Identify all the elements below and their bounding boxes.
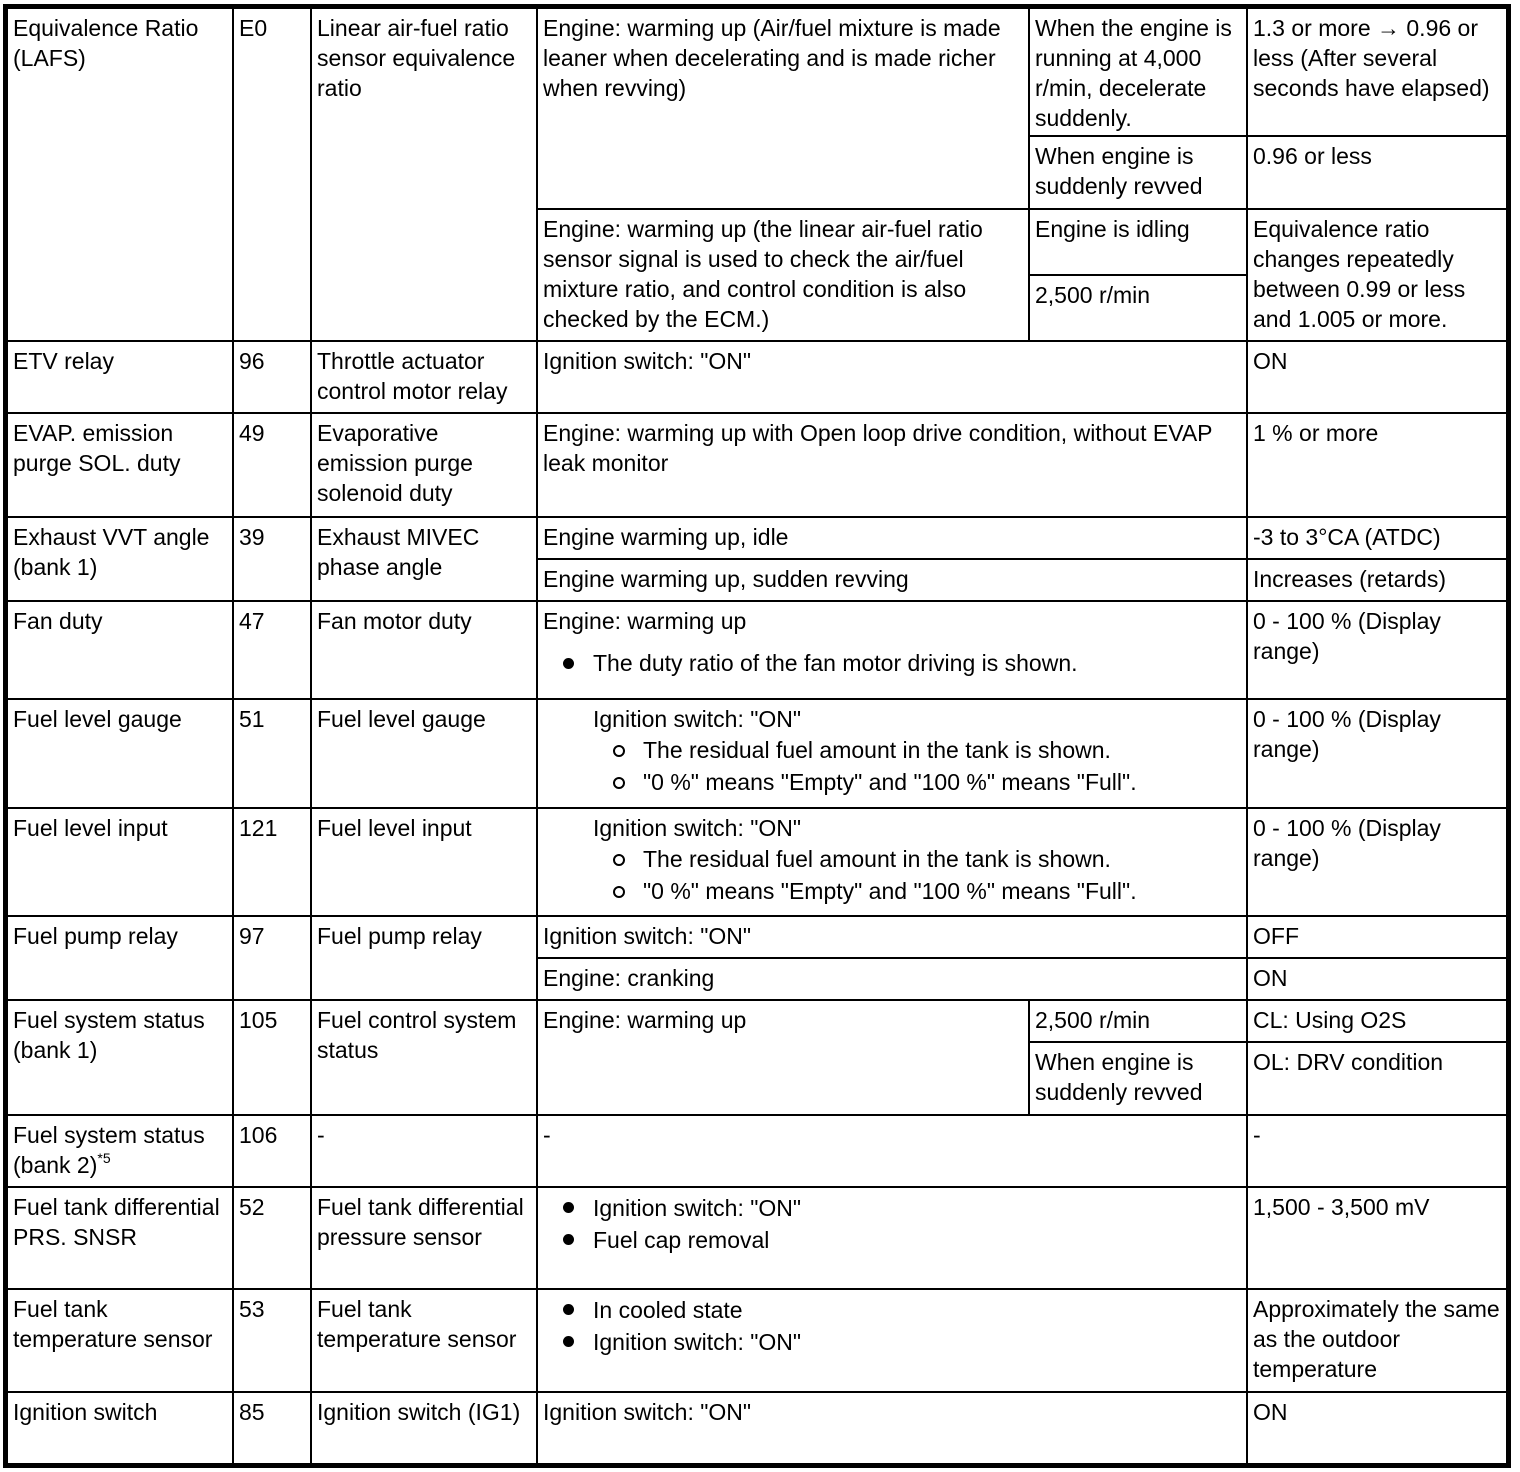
sub-condition-cell: Engine is idling xyxy=(1029,209,1247,275)
item-cell: Fuel system status (bank 1) xyxy=(7,1000,233,1114)
bullet-item: The duty ratio of the fan motor driving is shown. xyxy=(543,648,1241,678)
item-cell: Exhaust VVT angle (bank 1) xyxy=(7,517,233,601)
item-name-cell: Fuel level input xyxy=(311,808,537,916)
table-row xyxy=(7,1289,1507,1391)
table-row xyxy=(7,1115,1507,1187)
condition-cell: - xyxy=(537,1115,1247,1187)
item-name-cell: Fuel tank differential pressure sensor xyxy=(311,1187,537,1289)
item-name-cell: Evaporative emission purge solenoid duty xyxy=(311,413,537,516)
condition-cell: Engine: warming up (Air/fuel mixture is made leaner when decelerating and is made richer when revving) xyxy=(537,8,1029,209)
sub-bullet-item: The residual fuel amount in the tank is shown. xyxy=(543,843,1241,875)
condition-cell: Engine warming up, idle xyxy=(537,517,1247,559)
bullet-item: In cooled state xyxy=(543,1294,1241,1326)
item-cell: ETV relay xyxy=(7,341,233,413)
bullet-item: Fuel cap removal xyxy=(543,1224,1241,1256)
normal-value-cell: Equivalence ratio changes repeatedly between 0.99 or less and 1.005 or more. xyxy=(1247,209,1507,341)
sub-bullet-item: "0 %" means "Empty" and "100 %" means "Full". xyxy=(543,766,1241,798)
table-row xyxy=(7,341,1507,413)
item-name-cell: Linear air-fuel ratio sensor equivalence ratio xyxy=(311,8,537,341)
item-no-cell: E0 xyxy=(233,8,311,341)
item-name-cell: Throttle actuator control motor relay xyxy=(311,341,537,413)
bullet-item: Ignition switch: "ON" xyxy=(543,1326,1241,1358)
table-row xyxy=(7,1187,1507,1289)
condition-cell xyxy=(537,1187,1247,1289)
item-cell: Ignition switch xyxy=(7,1392,233,1464)
table-row xyxy=(7,699,1507,807)
item-no-cell: 39 xyxy=(233,517,311,601)
item-cell: Equivalence Ratio (LAFS) xyxy=(7,8,233,341)
item-cell: Fuel level gauge xyxy=(7,699,233,807)
table-row xyxy=(7,1392,1507,1464)
item-cell: Fuel pump relay xyxy=(7,916,233,1000)
sub-bullet-item: The residual fuel amount in the tank is shown. xyxy=(543,734,1241,766)
condition-text: Engine: warming up xyxy=(543,607,747,634)
normal-value-cell: 0.96 or less xyxy=(1247,136,1507,208)
normal-value-cell: 1 % or more xyxy=(1247,413,1507,516)
table-row xyxy=(7,413,1507,516)
condition-cell: Engine: warming up with Open loop drive condition, without EVAP leak monitor xyxy=(537,413,1247,516)
condition-text: Ignition switch: "ON" xyxy=(593,814,802,841)
normal-value-cell: 0 - 100 % (Display range) xyxy=(1247,808,1507,916)
condition-cell: Ignition switch: "ON" xyxy=(537,1392,1247,1464)
item-no-cell: 51 xyxy=(233,699,311,807)
condition-cell xyxy=(537,808,1247,916)
item-cell: Fuel tank differential PRS. SNSR xyxy=(7,1187,233,1289)
condition-cell: Engine warming up, sudden revving xyxy=(537,559,1247,601)
normal-value-cell: - xyxy=(1247,1115,1507,1187)
item-no-cell: 85 xyxy=(233,1392,311,1464)
table-row xyxy=(7,916,1507,958)
sub-condition-cell: When the engine is running at 4,000 r/min, decelerate suddenly. xyxy=(1029,8,1247,136)
condition-cell xyxy=(537,601,1247,699)
normal-value-cell: 0 - 100 % (Display range) xyxy=(1247,699,1507,807)
data-list-table xyxy=(6,7,1508,1465)
normal-value-cell: ON xyxy=(1247,341,1507,413)
condition-cell: Engine: cranking xyxy=(537,958,1247,1000)
table-row xyxy=(7,1000,1507,1042)
normal-value-cell: 0 - 100 % (Display range) xyxy=(1247,601,1507,699)
normal-value-cell: OFF xyxy=(1247,916,1507,958)
table-row xyxy=(7,808,1507,916)
normal-value-cell: ON xyxy=(1247,1392,1507,1464)
normal-value-cell: OL: DRV condition xyxy=(1247,1042,1507,1114)
item-cell: Fan duty xyxy=(7,601,233,699)
normal-value-cell: Increases (retards) xyxy=(1247,559,1507,601)
item-no-cell: 47 xyxy=(233,601,311,699)
condition-cell: Ignition switch: "ON" xyxy=(537,916,1247,958)
normal-value-cell: ON xyxy=(1247,958,1507,1000)
condition-cell xyxy=(537,699,1247,807)
item-name-cell: Fuel control system status xyxy=(311,1000,537,1114)
condition-cell: Engine: warming up xyxy=(537,1000,1029,1114)
item-name-cell: Fuel tank temperature sensor xyxy=(311,1289,537,1391)
item-no-cell: 53 xyxy=(233,1289,311,1391)
item-cell: EVAP. emission purge SOL. duty xyxy=(7,413,233,516)
item-no-cell: 121 xyxy=(233,808,311,916)
normal-value-cell: -3 to 3°CA (ATDC) xyxy=(1247,517,1507,559)
bullet-item: Ignition switch: "ON" xyxy=(543,1192,1241,1224)
table-row xyxy=(7,601,1507,699)
sub-condition-cell: When engine is suddenly revved xyxy=(1029,1042,1247,1114)
item-name-cell: Fuel pump relay xyxy=(311,916,537,1000)
item-name-cell: Exhaust MIVEC phase angle xyxy=(311,517,537,601)
item-no-cell: 106 xyxy=(233,1115,311,1187)
sub-condition-cell: When engine is suddenly revved xyxy=(1029,136,1247,208)
normal-value-cell: 1,500 - 3,500 mV xyxy=(1247,1187,1507,1289)
item-cell: Fuel level input xyxy=(7,808,233,916)
item-text: Fuel system status (bank 2) xyxy=(13,1121,205,1178)
item-cell xyxy=(7,1115,233,1187)
item-cell: Fuel tank temperature sensor xyxy=(7,1289,233,1391)
sub-condition-cell: 2,500 r/min xyxy=(1029,1000,1247,1042)
item-name-cell: Ignition switch (IG1) xyxy=(311,1392,537,1464)
sub-condition-cell: 2,500 r/min xyxy=(1029,275,1247,341)
item-no-cell: 105 xyxy=(233,1000,311,1114)
item-no-cell: 52 xyxy=(233,1187,311,1289)
item-no-cell: 96 xyxy=(233,341,311,413)
condition-text: Ignition switch: "ON" xyxy=(593,706,802,733)
table-row xyxy=(7,8,1507,136)
condition-cell: Engine: warming up (the linear air-fuel ratio sensor signal is used to check the air/fuel mixture ratio, and control condition is also checked by the ECM.) xyxy=(537,209,1029,341)
normal-value-cell: 1.3 or more → 0.96 or less (After several seconds have elapsed) xyxy=(1247,8,1507,136)
condition-cell: Ignition switch: "ON" xyxy=(537,341,1247,413)
item-no-cell: 97 xyxy=(233,916,311,1000)
footnote-mark: *5 xyxy=(97,1149,111,1166)
item-name-cell: Fuel level gauge xyxy=(311,699,537,807)
sub-bullet-item: "0 %" means "Empty" and "100 %" means "Full". xyxy=(543,875,1241,907)
item-name-cell: - xyxy=(311,1115,537,1187)
normal-value-cell: Approximately the same as the outdoor temperature xyxy=(1247,1289,1507,1391)
table-row xyxy=(7,517,1507,559)
condition-cell xyxy=(537,1289,1247,1391)
normal-value-cell: CL: Using O2S xyxy=(1247,1000,1507,1042)
item-name-cell: Fan motor duty xyxy=(311,601,537,699)
item-no-cell: 49 xyxy=(233,413,311,516)
